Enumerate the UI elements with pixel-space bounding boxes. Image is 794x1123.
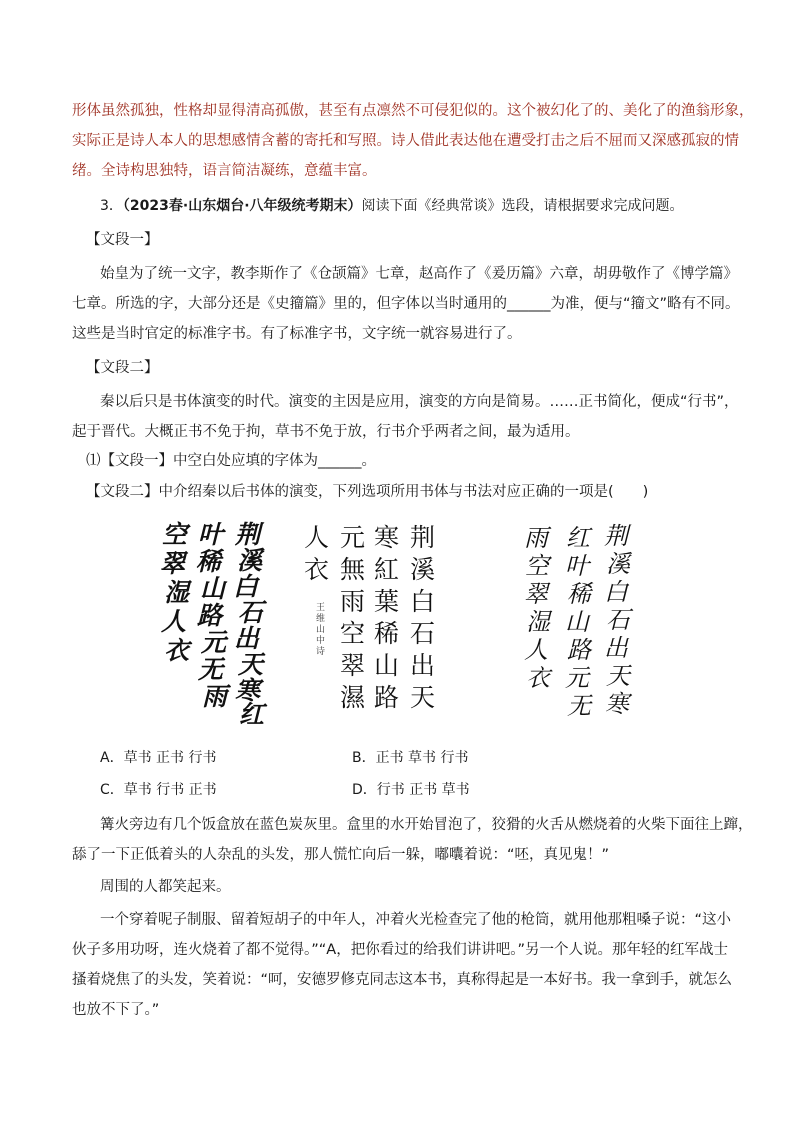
running-column: 雨空翠湿人衣 [524, 524, 550, 692]
passage2-line: 秦以后只是书体演变的时代。演变的主因是应用，演变的方向是简易。……正书简化，便成“行书”， [100, 394, 739, 410]
option-b[interactable]: B．正书 草书 行书 [352, 750, 469, 766]
calligraphy-sample-cursive [150, 515, 265, 730]
cursive-column: 空翠湿人衣 [160, 520, 190, 665]
regular-column: 元無雨空翠濕 [340, 523, 366, 712]
analysis-line: 绪。全诗构思独特，语言简洁凝练，意蕴丰富。 [72, 163, 377, 179]
regular-column: 人衣 [304, 523, 330, 584]
option-a[interactable]: A．草书 正书 行书 [100, 750, 217, 766]
question-stem: 阅读下面《经典常谈》选段，请根据要求完成问题。 [361, 198, 684, 214]
passage1-line: 七章。所选的字，大部分还是《史籀篇》里的，但字体以当时通用的______为准，便与“籀文”略有不同。 [72, 296, 740, 312]
calligraphy-sample-running [518, 520, 638, 730]
story-line: 搔着烧焦了的头发，笑着说：“呵，安德罗修克同志这本书，真称得起是一本好书。我一拿到手，就怎么 [72, 972, 733, 988]
story-line: 也放不下了。” [72, 1002, 160, 1018]
question-header [100, 196, 732, 216]
regular-inscription [316, 602, 325, 657]
story-line: 一个穿着呢子制服、留着短胡子的中年人，冲着火光检查完了他的枪筒，就用他那粗嗓子说：“这小 [100, 912, 732, 928]
running-column: 红叶稀山路元无 [565, 524, 591, 720]
svg-text:王维山中诗: 王维山中诗 [316, 603, 326, 657]
sub-question-2: 【文段二】中介绍秦以后书体的演变，下列选项所用书体与书法对应正确的一项是( ) [86, 484, 649, 500]
regular-column: 寒紅葉稀山路 [374, 523, 400, 712]
option-d[interactable]: D．行书 正书 草书 [352, 782, 470, 798]
regular-column: 荆溪白石出天 [410, 523, 436, 712]
cursive-column: 荆溪白石出天寒红 [233, 520, 265, 729]
story-line: 篝火旁边有几个饭盒放在蓝色炭灰里。盒里的水开始冒泡了，狡猾的火舌从燃烧着的火柴下面往上蹿， [100, 817, 753, 833]
passage2-line: 起于晋代。大概正书不免于拘，草书不免于放，行书介乎两者之间，最为适用。 [72, 424, 580, 440]
passage1-line: 始皇为了统一文字，教李斯作了《仓颉篇》七章，赵高作了《爰历篇》六章，胡毋敬作了《博学篇》 [100, 266, 738, 282]
calligraphy-sample-regular [300, 520, 450, 720]
story-line: 舔了一下正低着头的人杂乱的头发，那人慌忙向后一躲，嘟囔着说：“呸，真见鬼！” [72, 847, 610, 863]
question-source: （2023春·山东烟台·八年级统考期末） [122, 198, 362, 214]
passage2-heading: 【文段二】 [86, 360, 159, 376]
cursive-column: 叶稀山路元无雨 [196, 520, 228, 711]
story-line: 伙子多用功呀，连火烧着了都不觉得。”“A，把你看过的给我们讲讲吧。”另一个人说。那年轻的红军战士 [72, 942, 728, 958]
passage1-heading: 【文段一】 [86, 232, 159, 248]
question-number: 3． [100, 198, 123, 214]
analysis-line: 实际正是诗人本人的思想感情含蓄的寄托和写照。诗人借此表达他在遭受打击之后不屈而又深感孤寂的情 [72, 133, 739, 149]
option-c[interactable]: C．草书 行书 正书 [100, 782, 217, 798]
analysis-line: 形体虽然孤独，性格却显得清高孤傲，甚至有点凛然不可侵犯似的。这个被幻化了的、美化了的渔翁形象， [72, 103, 754, 119]
story-line: 周围的人都笑起来。 [100, 879, 231, 895]
passage1-line: 这些是当时官定的标准字书。有了标准字书，文字统一就容易进行了。 [72, 326, 522, 342]
sub-question-1: ⑴【文段一】中空白处应填的字体为______。 [86, 453, 376, 469]
running-column: 荆溪白石出天寒 [604, 522, 630, 718]
